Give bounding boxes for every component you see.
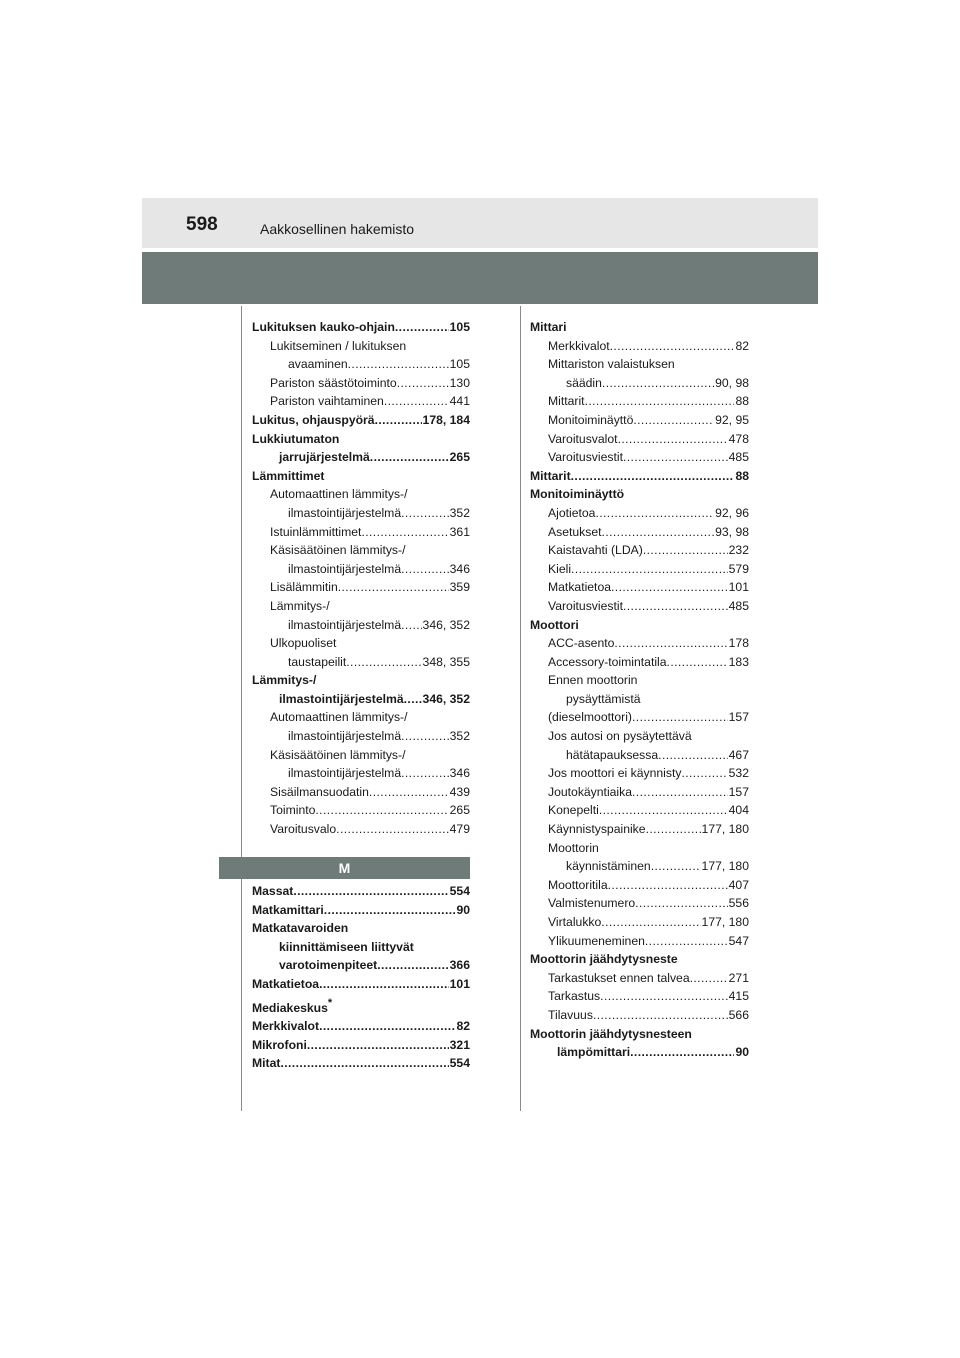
dot-leader: [315, 801, 448, 820]
index-entry-text: Ajotietoa: [548, 505, 596, 520]
index-entry: [252, 764, 470, 783]
index-entry-text: Moottorin jäähdytysneste: [530, 952, 678, 967]
index-entry: [252, 956, 470, 975]
dot-leader: [651, 857, 701, 876]
index-entry: [530, 355, 749, 374]
index-entry-text: avaaminen: [288, 357, 348, 372]
dot-leader: [618, 430, 728, 449]
index-entry-page: 265: [449, 450, 470, 465]
index-entry: [252, 374, 470, 393]
index-entry: [252, 727, 470, 746]
dot-leader: [601, 913, 700, 932]
index-entry-page: 92, 95: [715, 412, 749, 427]
dot-leader: [338, 578, 449, 597]
dot-leader: [610, 337, 735, 356]
index-entry-text: Ylikuumeneminen: [548, 933, 645, 948]
dot-leader: [645, 932, 728, 951]
index-entry-text: Virtalukko: [548, 915, 602, 929]
index-entry-text: Varoitusviestit: [548, 450, 623, 465]
index-entry-page: 479: [449, 822, 470, 837]
index-entry-text: ilmastointijärjestelmä: [288, 729, 402, 744]
dot-leader: [404, 690, 422, 709]
index-entry: [252, 411, 470, 430]
index-entry-text: ilmastointijärjestelmä: [288, 766, 402, 781]
dot-leader: [632, 708, 728, 727]
index-entry: [530, 727, 749, 746]
index-entry-text: Käsisäätöinen lämmitys-/: [270, 747, 406, 762]
dot-leader: [602, 523, 715, 542]
index-entry: [252, 1054, 470, 1073]
index-entry: [530, 616, 749, 635]
index-entry: [530, 337, 749, 356]
index-entry-page: 177, 180: [701, 822, 749, 837]
index-entry-page: 183: [728, 654, 749, 669]
index-entry: [252, 1017, 470, 1036]
index-column-left-m: [252, 882, 470, 1073]
dot-leader: [623, 597, 728, 616]
dot-leader: [375, 411, 422, 430]
index-entry: [530, 764, 749, 783]
index-entry: [252, 801, 470, 820]
index-entry-text: Mittarit: [530, 468, 571, 483]
index-entry-text: Monitoiminäyttö: [548, 412, 634, 427]
index-entry-text: ilmastointijärjestelmä: [288, 561, 402, 576]
index-entry-page: 346, 352: [422, 691, 470, 706]
index-entry: [530, 746, 749, 765]
index-column-right: [530, 318, 749, 1062]
dot-leader: [632, 783, 728, 802]
index-entry: [530, 374, 749, 393]
index-entry-text: Tarkastukset ennen talvea: [548, 970, 690, 985]
index-entry-text: Mittarit: [548, 394, 585, 409]
index-entry-page: 346: [449, 766, 470, 781]
index-entry-text: ilmastointijärjestelmä: [279, 691, 404, 706]
index-entry: [530, 708, 749, 727]
index-entry: [530, 801, 749, 820]
index-entry-text: Ulkopuoliset: [270, 636, 337, 651]
index-entry-page: 346, 352: [422, 617, 470, 632]
dot-leader: [280, 1054, 448, 1073]
index-entry: [252, 560, 470, 579]
index-entry-text: taustapeilit: [288, 654, 347, 669]
index-entry-page: 532: [728, 766, 749, 781]
index-entry-text: Lämmitys-/: [270, 598, 330, 613]
index-entry-text: Lisälämmitin: [270, 580, 338, 595]
dot-leader: [600, 987, 728, 1006]
index-entry: [252, 485, 470, 504]
index-entry-page: 177, 180: [701, 915, 749, 929]
index-entry-page: 178: [728, 636, 749, 651]
left-column-rule: [241, 306, 242, 1111]
index-entry-text: Jos autosi on pysäytettävä: [548, 729, 692, 744]
index-entry: [252, 541, 470, 560]
index-entry-text: Käynnistyspainike: [548, 822, 646, 837]
index-entry-text: Mediakeskus: [252, 1000, 328, 1015]
index-entry-text: Lukituksen kauko-ohjain: [252, 320, 395, 334]
index-entry-text: Ennen moottorin: [548, 673, 638, 688]
index-entry: [252, 1036, 470, 1055]
index-entry-page: 90: [735, 1045, 749, 1060]
dot-leader: [602, 374, 714, 393]
index-entry-text: Mittariston valaistuksen: [548, 357, 675, 372]
index-entry-text: Massat: [252, 884, 294, 898]
section-title: Aakkosellinen hakemisto: [260, 221, 415, 237]
index-entry-page: 554: [449, 1056, 470, 1071]
index-entry-page: 157: [728, 784, 749, 799]
index-entry-page: 101: [728, 580, 749, 595]
index-entry-text: Matkatietoa: [252, 976, 320, 991]
dot-leader: [395, 318, 449, 337]
index-entry: [252, 634, 470, 653]
index-entry-page: 441: [449, 394, 470, 409]
index-entry-text: varotoimenpiteet: [279, 958, 378, 973]
dot-leader: [595, 504, 714, 523]
dot-leader: [401, 504, 449, 523]
index-entry: [252, 318, 470, 337]
index-entry-page: 130: [449, 375, 470, 390]
index-entry: [252, 783, 470, 802]
index-entry-text: lämpömittari: [557, 1045, 631, 1060]
dot-leader: [348, 355, 449, 374]
index-entry-page: 352: [449, 729, 470, 744]
index-entry-text: Mikrofoni: [252, 1037, 307, 1052]
index-entry: [530, 467, 749, 486]
index-entry: [530, 894, 749, 913]
index-entry-text: Käsisäätöinen lämmitys-/: [270, 543, 406, 558]
index-entry-text: Asetukset: [548, 524, 602, 539]
index-entry-page: 547: [728, 933, 749, 948]
index-entry-page: 478: [728, 431, 749, 446]
index-entry-text: Kaistavahti (LDA): [548, 543, 643, 558]
dot-leader: [384, 392, 449, 411]
index-entry: [252, 392, 470, 411]
index-entry: [530, 504, 749, 523]
dot-leader: [293, 882, 448, 901]
dot-leader: [377, 956, 448, 975]
index-entry: [252, 653, 470, 672]
dot-leader: [599, 801, 728, 820]
index-entry-text: Merkkivalot: [548, 338, 610, 353]
footnote-star: *: [327, 996, 333, 1009]
index-entry: [530, 1025, 749, 1044]
index-entry-page: 407: [728, 877, 749, 892]
index-entry-page: 404: [728, 803, 749, 818]
dot-leader: [608, 876, 728, 895]
index-entry: [252, 430, 470, 449]
index-entry: [252, 882, 470, 901]
index-entry: [530, 932, 749, 951]
dot-leader: [324, 901, 456, 920]
index-entry: [252, 901, 470, 920]
index-entry-text: säädin: [566, 375, 602, 390]
dot-leader: [571, 467, 735, 486]
index-entry-page: 415: [728, 989, 749, 1004]
index-entry-page: 556: [728, 896, 749, 911]
header-accent-bar: [142, 252, 818, 304]
index-entry-text: Sisäilmansuodatin: [270, 784, 369, 799]
index-entry-text: kiinnittämiseen liittyvät: [279, 939, 414, 954]
index-entry: [530, 690, 749, 709]
dot-leader: [635, 894, 728, 913]
index-entry: [530, 597, 749, 616]
index-entry-page: 178, 184: [422, 412, 470, 427]
index-entry: [252, 746, 470, 765]
index-entry: [252, 467, 470, 486]
index-entry: [530, 541, 749, 560]
index-entry-page: 265: [449, 803, 470, 818]
index-entry-page: 101: [449, 976, 470, 991]
index-entry-text: Joutokäyntiaika: [548, 784, 633, 799]
index-entry: [252, 708, 470, 727]
dot-leader: [401, 616, 421, 635]
index-entry: [252, 690, 470, 709]
index-entry: [530, 857, 749, 876]
index-entry-text: Valmistenumero: [548, 896, 636, 911]
index-entry: [252, 337, 470, 356]
index-entry: [252, 975, 470, 994]
index-entry: [252, 616, 470, 635]
index-entry-text: Lämmittimet: [252, 468, 325, 483]
dot-leader: [401, 560, 449, 579]
index-entry-page: 105: [449, 320, 470, 334]
index-entry: [252, 938, 470, 957]
dot-leader: [646, 820, 701, 839]
index-entry-text: Moottori: [530, 617, 579, 632]
index-entry: [530, 969, 749, 988]
index-entry-text: Tarkastus: [548, 989, 601, 1004]
index-entry-page: 105: [449, 357, 470, 372]
index-entry-page: 566: [728, 1007, 749, 1022]
index-entry-text: Mitat: [252, 1056, 281, 1071]
dot-leader: [361, 523, 448, 542]
index-entry-text: pysäyttämistä: [566, 691, 641, 706]
index-entry-text: Moottorin: [548, 840, 599, 855]
index-entry: [530, 318, 749, 337]
dot-leader: [369, 783, 449, 802]
index-entry-text: hätätapauksessa: [566, 747, 659, 762]
index-entry: [252, 820, 470, 839]
index-entry-text: Lukkiutumaton: [252, 431, 340, 446]
index-entry-page: 271: [728, 970, 749, 985]
dot-leader: [336, 820, 448, 839]
dot-leader: [370, 448, 449, 467]
index-entry-page: 439: [449, 784, 470, 799]
index-entry: [252, 523, 470, 542]
index-entry-text: Automaattinen lämmitys-/: [270, 710, 408, 725]
index-entry-page: 93, 98: [715, 524, 749, 539]
dot-leader: [630, 1043, 734, 1062]
dot-leader: [401, 727, 449, 746]
index-entry: [252, 448, 470, 467]
index-entry-page: 467: [728, 747, 749, 762]
letter-heading: M: [219, 857, 470, 879]
dot-leader: [319, 975, 449, 994]
index-entry: [252, 504, 470, 523]
index-entry-text: Moottoritila: [548, 877, 608, 892]
header-band: [142, 198, 818, 248]
index-entry: [530, 485, 749, 504]
index-entry: [252, 919, 470, 938]
dot-leader: [667, 653, 728, 672]
dot-leader: [623, 448, 728, 467]
dot-leader: [319, 1017, 455, 1036]
index-entry-page: 88: [735, 394, 749, 409]
index-entry-page: 352: [449, 505, 470, 520]
index-entry: [530, 392, 749, 411]
index-entry: [530, 653, 749, 672]
index-entry-text: Jos moottori ei käynnisty: [548, 766, 682, 781]
index-entry: [530, 1006, 749, 1025]
index-entry-text: Konepelti: [548, 803, 599, 818]
index-entry-text: Kieli: [548, 561, 572, 576]
index-entry-text: Pariston säästötoiminto: [270, 375, 397, 390]
index-entry-page: 90, 98: [715, 375, 749, 390]
index-entry-page: 554: [449, 884, 470, 898]
index-entry-text: Lukitseminen / lukituksen: [270, 338, 407, 353]
dot-leader: [397, 374, 449, 393]
index-entry-text: ilmastointijärjestelmä: [288, 617, 402, 632]
dot-leader: [681, 764, 727, 783]
dot-leader: [633, 411, 714, 430]
index-entry-text: Monitoiminäyttö: [530, 487, 625, 502]
index-entry-text: Lukitus, ohjauspyörä: [252, 412, 375, 427]
dot-leader: [614, 634, 727, 653]
index-entry: [530, 913, 749, 932]
index-entry-page: 88: [735, 468, 749, 483]
index-entry-text: Matkatietoa: [548, 580, 612, 595]
index-entry-text: (dieselmoottori): [548, 710, 632, 725]
index-entry-text: Matkamittari: [252, 902, 324, 917]
index-entry: [530, 634, 749, 653]
index-entry-text: Varoitusvalo: [270, 822, 337, 837]
page-number: 598: [186, 214, 218, 235]
index-entry: [530, 578, 749, 597]
index-entry-text: Matkatavaroiden: [252, 921, 349, 936]
index-entry: [530, 839, 749, 858]
index-entry: [252, 671, 470, 690]
index-entry: [530, 523, 749, 542]
index-entry: [530, 430, 749, 449]
index-entry: [530, 783, 749, 802]
dot-leader: [307, 1036, 449, 1055]
index-entry-page: 177, 180: [701, 859, 749, 874]
index-entry: [530, 411, 749, 430]
index-entry: [530, 448, 749, 467]
dot-leader: [346, 653, 421, 672]
dot-leader: [643, 541, 728, 560]
index-entry-text: Varoitusviestit: [548, 598, 623, 613]
dot-leader: [593, 1006, 728, 1025]
index-entry-page: 485: [728, 598, 749, 613]
index-entry: [252, 578, 470, 597]
dot-leader: [585, 392, 735, 411]
index-entry-text: ilmastointijärjestelmä: [288, 505, 402, 520]
index-entry-text: käynnistäminen: [566, 859, 651, 874]
index-entry-text: ACC-asento: [548, 636, 615, 651]
index-entry-text: Pariston vaihtaminen: [270, 394, 384, 409]
index-entry-text: Accessory-toimintatila: [548, 654, 667, 669]
index-entry: [530, 671, 749, 690]
index-entry-page: 361: [449, 524, 470, 539]
index-entry: [530, 950, 749, 969]
index-entry-text: Istuinlämmittimet: [270, 524, 362, 539]
index-entry-text: Mittari: [530, 320, 567, 334]
dot-leader: [571, 560, 728, 579]
dot-leader: [658, 746, 728, 765]
index-entry: [530, 1043, 749, 1062]
index-entry-page: 359: [449, 580, 470, 595]
index-entry-page: 157: [728, 710, 749, 725]
index-entry: [530, 820, 749, 839]
index-column-left: [252, 318, 470, 839]
index-entry-page: 321: [449, 1037, 470, 1052]
index-entry-page: 82: [456, 1019, 470, 1034]
dot-leader: [401, 764, 449, 783]
index-entry: [252, 994, 470, 1018]
index-entry-text: Varoitusvalot: [548, 431, 618, 446]
index-entry-text: Automaattinen lämmitys-/: [270, 487, 408, 502]
index-entry-text: Merkkivalot: [252, 1019, 320, 1034]
index-entry: [252, 597, 470, 616]
dot-leader: [611, 578, 728, 597]
dot-leader: [690, 969, 728, 988]
right-column-rule: [520, 306, 521, 1111]
index-entry-page: 92, 96: [715, 505, 749, 520]
index-entry-text: Lämmitys-/: [252, 673, 317, 688]
index-entry-text: Moottorin jäähdytysnesteen: [530, 1026, 692, 1041]
index-entry-page: 348, 355: [422, 654, 470, 669]
index-entry-page: 346: [449, 561, 470, 576]
index-entry-page: 485: [728, 450, 749, 465]
index-entry: [530, 876, 749, 895]
index-entry-text: Toiminto: [270, 803, 316, 818]
index-entry-page: 90: [456, 902, 470, 917]
index-entry: [530, 560, 749, 579]
index-entry: [530, 987, 749, 1006]
index-entry-page: 579: [728, 561, 749, 576]
index-entry-page: 366: [449, 958, 470, 973]
index-entry-text: jarrujärjestelmä: [279, 450, 370, 465]
index-entry-page: 82: [735, 338, 749, 353]
index-entry: [252, 355, 470, 374]
index-entry-page: 232: [728, 543, 749, 558]
index-entry-text: Tilavuus: [548, 1007, 593, 1022]
